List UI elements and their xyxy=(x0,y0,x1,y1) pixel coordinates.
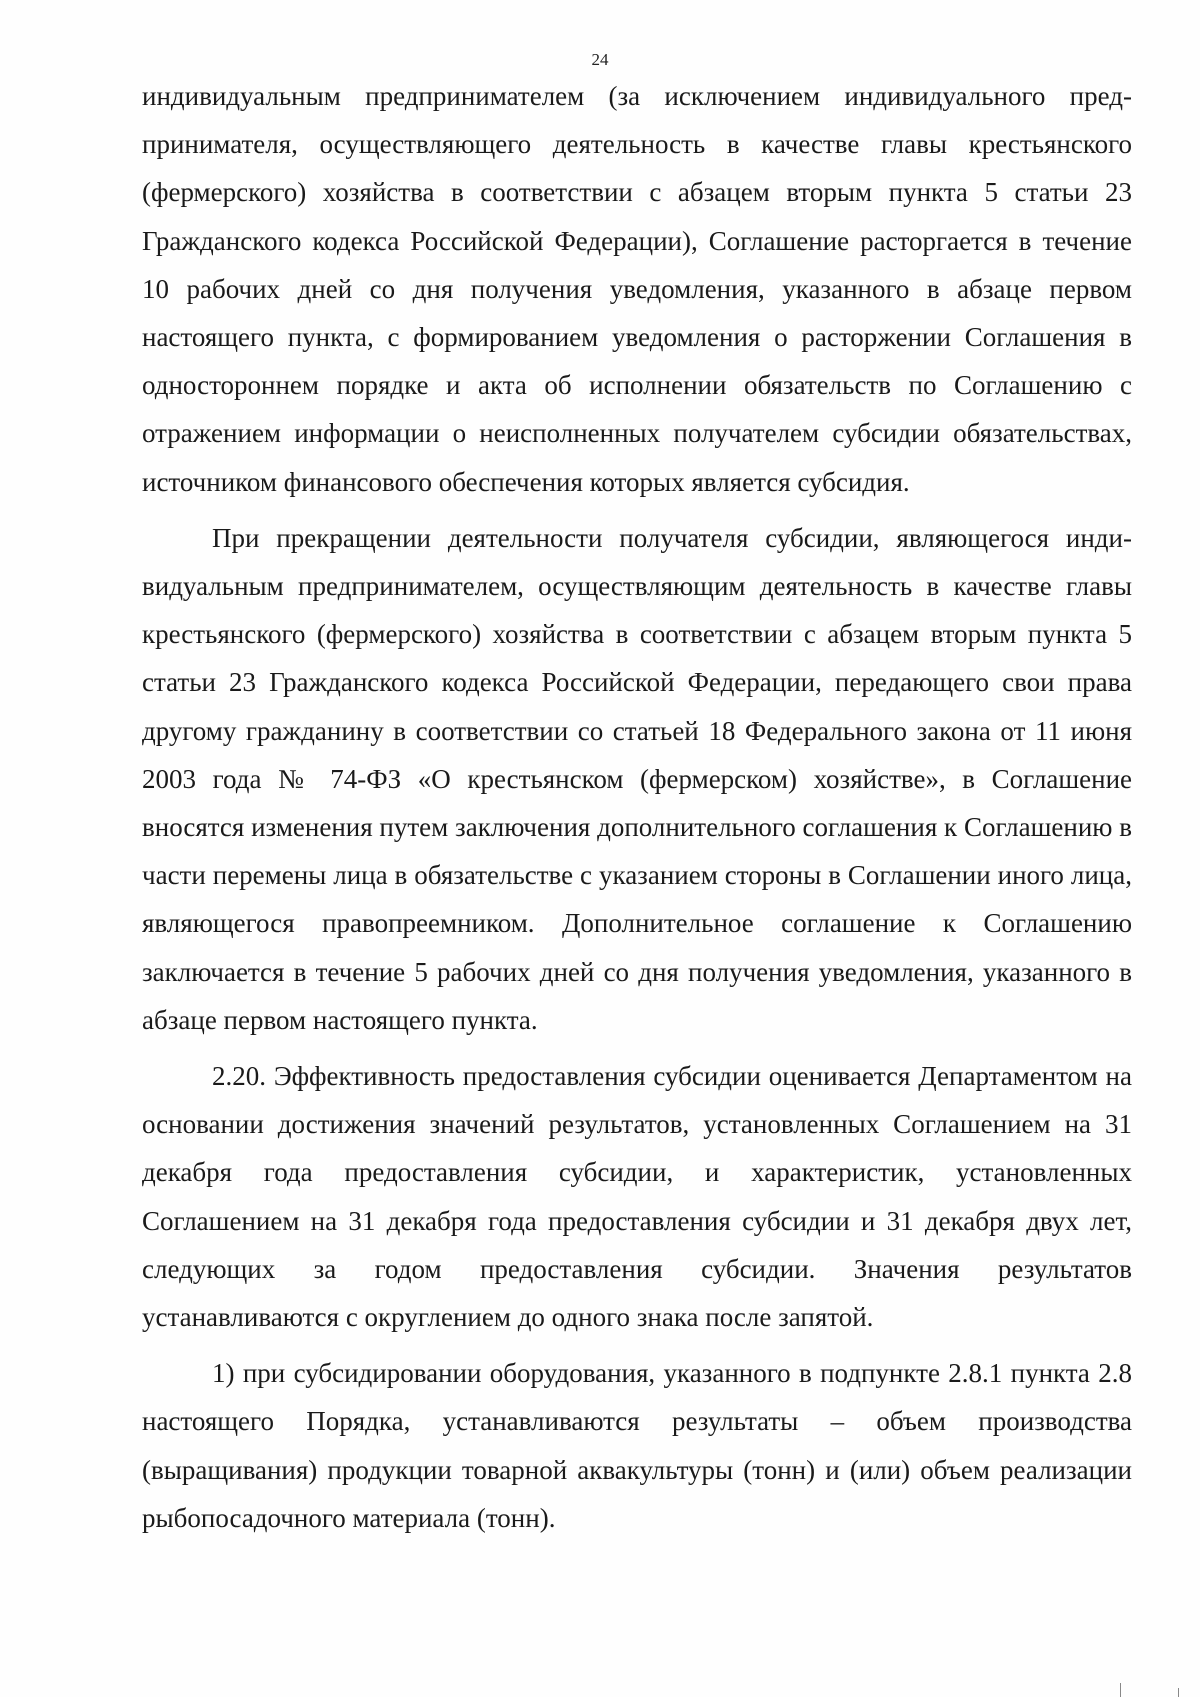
paragraph-equipment-results: 1) при субсидировании оборудования, указанного в подпункте 2.8.1 пункта 2.8 настоящего Порядка, устанавливаются результаты – объем производства (выращивания) продукции товарной аквакультуры (тонн) и (или) объем реализации рыбопосадочного материала (тонн). xyxy=(142,1358,1132,1533)
page-number: 24 xyxy=(591,50,609,69)
paragraph-2-20-efficiency: 2.20. Эффективность предоставления субсидии оценивается Департаментом на основании достижения значений результатов, установленных Соглашением на 31 декабря года предоставления субсидии, и характеристик, установленных Соглашением на 31 декабря года предоставления субсидии и 31 декабря двух лет, следующих за годом предоставления субсидии. Значения результатов устанавливаются с округлением до одного знака после запятой. xyxy=(142,1061,1132,1333)
paragraph-termination-continued: индивидуальным предпринимателем (за исключением индивидуального предпринимателя, осуществляющего деятельность в качестве главы крестьянского (фермерского) хозяйства в соответствии с абзацем вторым пункта 5 статьи 23 Гражданского кодекса Российской Федерации), Соглашение расторгается в течение 10 рабочих дней со дня получения уведомления, указанного в абзаце первом настоящего пункта, с формированием уведомления о расторжении Соглашения в одностороннем порядке и акта об исполнении обязательств по Соглашению с отражением информации о неисполненных получателем субсидии обязательствах, источником финансового обеспечения которых является субсидия. xyxy=(142,81,1132,497)
paragraph-farm-head-termination: При прекращении деятельности получателя субсидии, являющегося индивидуальным предпринимателем, осуществляющим деятельность в качестве главы крестьянского (фермерского) хозяйства в соответствии с абзацем вторым пункта 5 статьи 23 Гражданского кодекса Российской Федерации, передающего свои права другому гражданину в соответствии со статьей 18 Федерального закона от 11 июня 2003 года № 74-ФЗ «О крестьянском (фермерском) хозяйстве», в Соглашение вносятся изменения путем заключения дополнительного соглашения к Соглашению в части перемены лица в обязательстве с указанием стороны в Соглашении иного лица, являющегося правопреемником. Дополнительное соглашение к Соглашению заключается в течение 5 рабочих дней со дня получения уведомления, указанного в абзаце первом настоящего пункта. xyxy=(142,522,1132,1035)
scan-artifact-mark xyxy=(1120,1683,1121,1697)
document-body xyxy=(142,72,1132,1550)
scan-artifact-mark xyxy=(1178,1688,1179,1697)
